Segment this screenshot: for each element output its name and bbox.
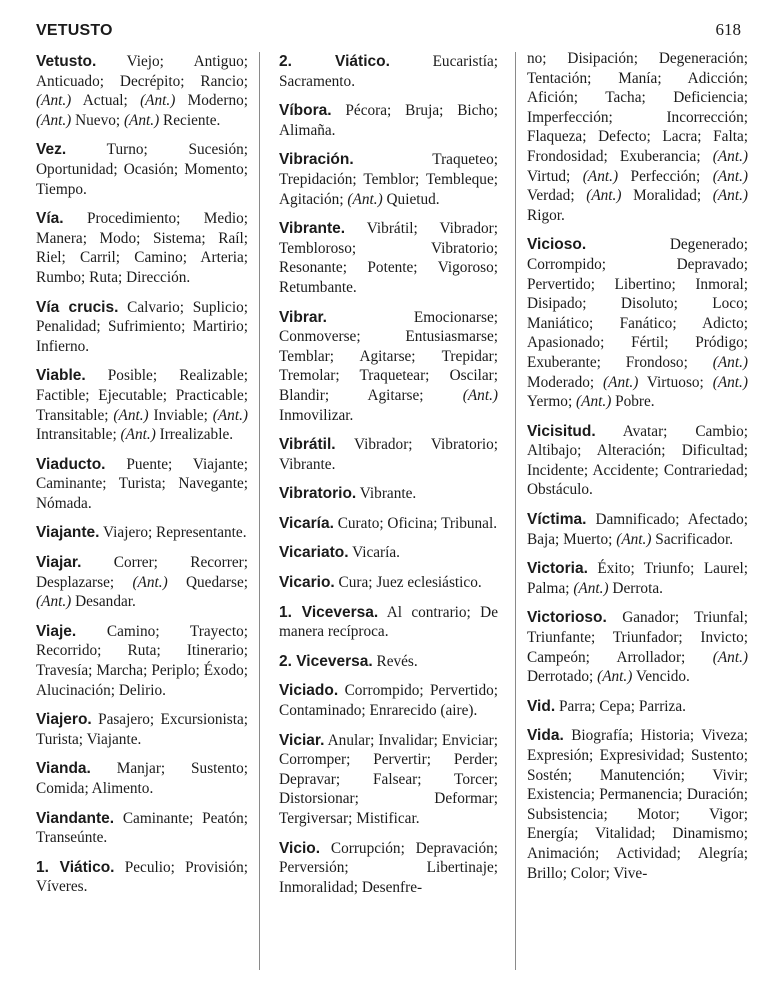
entry-headword: Viaducto. xyxy=(36,455,106,473)
dictionary-entry xyxy=(279,484,498,504)
dictionary-entry xyxy=(527,726,748,883)
dictionary-entry xyxy=(36,140,248,199)
entry-headword: 1. Viático. xyxy=(36,858,115,876)
entry-definition: Corrupción; Depravación; Perversión; Libertinaje; Inmoralidad; Desenfre- xyxy=(279,839,499,896)
entry-headword: Vez. xyxy=(36,141,67,159)
column-divider xyxy=(515,52,516,970)
entry-headword: Vicariato. xyxy=(279,544,349,562)
entry-headword: Viable. xyxy=(36,367,86,385)
entry-definition: Parra; Cepa; Parriza. xyxy=(558,697,686,715)
dictionary-entry xyxy=(279,219,498,297)
entry-definition: Ganador; Triunfal; Triunfante; Triunfador; Invicto; Campeón; Arrollador; (Ant.) Derrotado; (Ant.) Vencido. xyxy=(527,609,749,686)
dictionary-entry xyxy=(36,710,248,749)
entry-headword: Vía crucis. xyxy=(36,298,119,316)
entry-headword: Vibrátil. xyxy=(279,436,336,454)
entry-definition: Eucaristía; Sacramento. xyxy=(279,53,498,90)
dictionary-entry xyxy=(279,681,498,720)
entry-headword: Vibrar. xyxy=(279,308,327,326)
dictionary-entry xyxy=(527,510,748,549)
entry-definition: Camino; Trayecto; Recorrido; Ruta; Itinerario; Travesía; Marcha; Periplo; Éxodo; Alucinación; Delirio. xyxy=(36,622,248,699)
dictionary-entry xyxy=(527,235,748,411)
entry-definition: Correr; Recorrer; Desplazarse; (Ant.) Quedarse; (Ant.) Desandar. xyxy=(36,554,249,611)
entry-headword: Vicario. xyxy=(279,574,335,592)
entry-headword: Viciado. xyxy=(279,682,339,700)
dictionary-entry xyxy=(527,697,748,717)
dictionary-entry xyxy=(36,523,248,543)
entry-definition: Anular; Invalidar; Enviciar; Corromper; Pervertir; Perder; Depravar; Falsear; Torcer; Distorsionar; Deformar; Tergiversar; Mistificar. xyxy=(279,731,498,827)
entry-headword: Vicisitud. xyxy=(527,422,596,440)
entry-definition: Viajero; Representante. xyxy=(103,524,247,542)
running-head: VETUSTO xyxy=(36,22,113,39)
dictionary-entry xyxy=(527,608,748,686)
entry-definition: Vibrátil; Vibrador; Tembloroso; Vibratorio; Resonante; Potente; Vigoroso; Retumbante. xyxy=(279,220,498,296)
dictionary-entry xyxy=(36,455,248,514)
entry-definition: Biografía; Historia; Viveza; Expresión; Expresividad; Sustento; Sostén; Manutención; Vivir; Existencia; Permanencia; Duración; Subsistencia; Motor; Vigor; Energía; Vitalidad; Dinamismo; Animación; Actividad; Alegría; Brillo; Color; Vive- xyxy=(527,727,748,882)
entry-definition: Traqueteo; Trepidación; Temblor; Tembleque; Agitación; (Ant.) Quietud. xyxy=(279,151,498,208)
dictionary-entry xyxy=(527,559,748,598)
dictionary-entry xyxy=(279,435,498,474)
entry-definition: Revés. xyxy=(376,652,418,670)
entry-headword: 2. Viceversa. xyxy=(279,652,373,670)
entry-definition: Curato; Oficina; Tribunal. xyxy=(337,514,498,532)
entry-headword: Vicaría. xyxy=(279,514,334,532)
entry-definition: Posible; Realizable; Factible; Ejecutable; Practicable; Transitable; (Ant.) Inviable; (Ant.) Intransitable; (Ant.) Irrealizable. xyxy=(36,367,248,444)
entry-definition: Puente; Viajante; Caminante; Turista; Navegante; Nómada. xyxy=(36,455,249,512)
entry-headword: Viandante. xyxy=(36,809,115,827)
entry-definition: Peculio; Provisión; Víveres. xyxy=(36,858,248,896)
entry-headword: Vibrante. xyxy=(279,220,346,238)
entry-headword: Vicioso. xyxy=(527,236,587,254)
dictionary-entry xyxy=(36,52,248,130)
dictionary-entry xyxy=(527,49,748,225)
entry-headword: Vida. xyxy=(527,727,564,745)
entry-definition: Cura; Juez eclesiástico. xyxy=(338,574,482,592)
entry-definition: Pécora; Bruja; Bicho; Alimaña. xyxy=(279,102,498,139)
dictionary-entry xyxy=(279,652,498,672)
entry-definition: Calvario; Suplicio; Penalidad; Sufrimiento; Martirio; Infierno. xyxy=(36,298,248,355)
page-header xyxy=(30,22,741,44)
dictionary-entry xyxy=(36,209,248,287)
entry-headword: Vetusto. xyxy=(36,53,97,70)
entry-definition: Procedimiento; Medio; Manera; Modo; Sistema; Raíl; Riel; Carril; Camino; Arteria; Rumbo; Ruta; Dirección. xyxy=(36,210,248,286)
entry-definition: Emocionarse; Conmoverse; Entusiasmarse; Temblar; Agitarse; Trepidar; Tremolar; Traquetear; Oscilar; Blandir; Agitarse; (Ant.) Inmovilizar. xyxy=(279,308,498,424)
entry-definition: Vicaría. xyxy=(352,544,400,562)
dictionary-entry xyxy=(279,573,498,593)
entry-headword: Vibración. xyxy=(279,151,354,169)
entry-headword: Viciar. xyxy=(279,731,325,749)
entry-definition: Vibrante. xyxy=(359,485,417,503)
entry-definition: Avatar; Cambio; Altibajo; Alteración; Dificultad; Incidente; Accidente; Contrariedad; Obstáculo. xyxy=(527,422,749,499)
entry-definition: Éxito; Triunfo; Laurel; Palma; (Ant.) Derrota. xyxy=(527,560,748,597)
entry-headword: Victorioso. xyxy=(527,609,607,627)
entry-headword: Vicio. xyxy=(279,839,321,857)
entry-definition: Vibrador; Vibratorio; Vibrante. xyxy=(279,436,498,473)
dictionary-entry xyxy=(36,858,248,897)
entry-definition: Manjar; Sustento; Comida; Alimento. xyxy=(36,760,248,797)
entry-headword: Vibratorio. xyxy=(279,485,357,503)
dictionary-entry xyxy=(279,308,498,426)
entry-headword: Viajante. xyxy=(36,524,100,542)
dictionary-entry xyxy=(279,543,498,563)
entry-headword: Viajar. xyxy=(36,554,82,572)
dictionary-entry xyxy=(279,603,498,642)
dictionary-entry xyxy=(279,514,498,534)
dictionary-entry xyxy=(36,553,248,612)
entry-headword: 1. Viceversa. xyxy=(279,603,379,621)
dictionary-entry xyxy=(279,839,498,898)
entry-headword: Vía. xyxy=(36,210,64,228)
dictionary-entry xyxy=(279,150,498,209)
dictionary-entry xyxy=(527,422,748,500)
entry-definition: Pasajero; Excursionista; Turista; Viajante. xyxy=(36,711,248,748)
dictionary-entry xyxy=(36,622,248,700)
dictionary-entry xyxy=(36,759,248,798)
entry-headword: 2. Viático. xyxy=(279,53,390,70)
page-number: 618 xyxy=(715,20,741,39)
entry-definition: Damnificado; Afectado; Baja; Muerto; (Ant.) Sacrificador. xyxy=(527,511,749,548)
dictionary-entry xyxy=(279,731,498,829)
column-1 xyxy=(36,52,248,907)
column-3 xyxy=(527,52,748,893)
dictionary-entry xyxy=(279,52,498,91)
entry-definition: no; Disipación; Degeneración; Tentación; Manía; Adicción; Afición; Tacha; Deficiencia; Imperfección; Incorrección; Flaqueza; Defecto; Lacra; Falta; Frondosidad; Exuberancia; (Ant.) Virtud; (Ant.) Perfección; (Ant.) Verdad; (Ant.) Moralidad; (Ant.) Rigor. xyxy=(527,50,748,224)
dictionary-entry xyxy=(36,366,248,444)
dictionary-entry xyxy=(36,809,248,848)
entry-headword: Victoria. xyxy=(527,560,588,578)
entry-headword: Viajero. xyxy=(36,711,92,729)
entry-headword: Viaje. xyxy=(36,622,77,640)
column-divider xyxy=(259,52,260,970)
entry-headword: Víctima. xyxy=(527,511,587,529)
entry-definition: Al contrario; De manera recíproca. xyxy=(279,603,498,641)
dictionary-entry xyxy=(279,101,498,140)
entry-definition: Corrompido; Pervertido; Contaminado; Enrarecido (aire). xyxy=(279,682,498,720)
entry-definition: Turno; Sucesión; Oportunidad; Ocasión; Momento; Tiempo. xyxy=(36,141,248,198)
entry-headword: Víbora. xyxy=(279,102,332,120)
entry-headword: Vid. xyxy=(527,697,556,715)
entry-definition: Degenerado; Corrompido; Depravado; Pervertido; Libertino; Inmoral; Disipado; Disoluto; Loco; Maniático; Fanático; Adicto; Apasionado; Fértil; Pródigo; Exuberante; Frondoso; (Ant.) Moderado; (Ant.) Virtuoso; (Ant.) Yermo; (Ant.) Pobre. xyxy=(527,236,748,411)
entry-definition: Caminante; Peatón; Transeúnte. xyxy=(36,809,248,847)
dictionary-entry xyxy=(36,298,248,357)
entry-headword: Vianda. xyxy=(36,760,91,778)
column-2 xyxy=(279,52,498,907)
entry-definition: Viejo; Antiguo; Anticuado; Decrépito; Rancio; (Ant.) Actual; (Ant.) Moderno; (Ant.) Nuevo; (Ant.) Reciente. xyxy=(36,53,248,129)
